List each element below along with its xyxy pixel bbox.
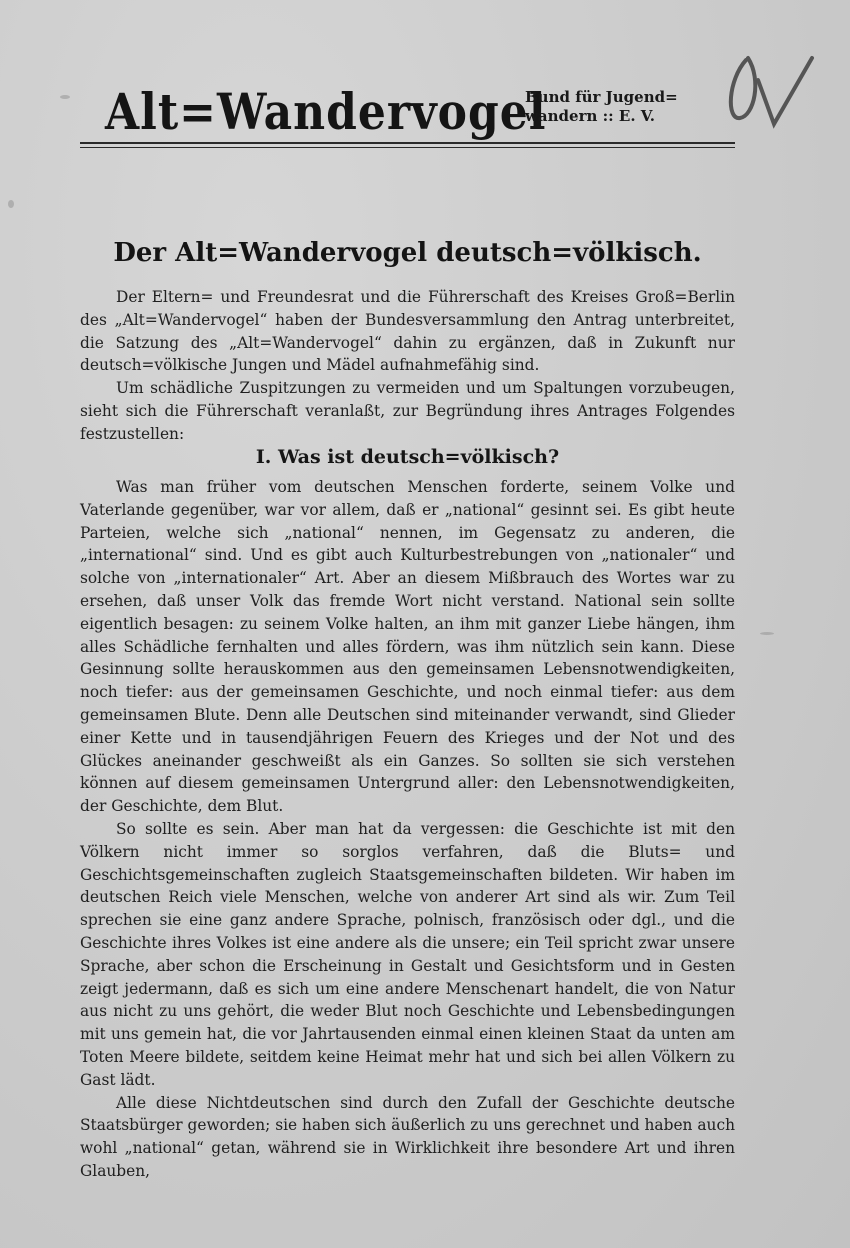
body-paragraph: So sollte es sein. Aber man hat da vergessen: die Geschichte ist mit den Völkern nicht immer so sorglos verfahren, daß die Bluts= und Geschichtsgemeinschaften zugleich Staatsgemeinschaften bildeten. Wir haben im deutschen Reich viele Menschen, welche von anderer Art sind als wir. Zum Teil sprechen sie eine ganz andere Sprache, polnisch, französisch oder dgl., und die Geschichte ihres Volkes ist eine andere als die unsere; ein Teil spricht zwar unsere Sprache, aber schon die Erscheinung in Gestalt und Gesichtsform und in Gesten zeigt jedermann, daß es sich um eine andere Menschenart handelt, die von Natur aus nicht zu uns gehört, die weder Blut noch Geschichte und Lebensbedingungen mit uns gemein hat, die vor Jahrtausenden einmal einen kleinen Staat da unten am Toten Meere bildete, seitdem keine Heimat mehr hat und sich bei allen Völkern zu Gast lädt. bbox=[80, 819, 735, 1089]
body-paragraph: Alle diese Nichtdeutschen sind durch den Zufall der Geschichte deutsche Staatsbürger geworden; sie haben sich äußerlich zu uns gerechnet und haben auch wohl „national“ getan, während sie in Wirklichkeit ihre besondere Art und ihren Glauben, bbox=[80, 1093, 735, 1180]
intro-paragraph: Der Eltern= und Freundesrat und die Führerschaft des Kreises Groß=Berlin des „Alt=Wandervogel“ haben der Bundesversammlung den Antrag unterbreitet, die Satzung des „Alt=Wandervogel“ dahin zu ergänzen, daß in Zukunft nur deutsch=völkische Jungen und Mädel aufnahmefähig sind. bbox=[80, 288, 735, 375]
handwritten-ov-mark bbox=[718, 40, 828, 150]
masthead bbox=[105, 82, 745, 142]
paper-speck bbox=[8, 200, 14, 208]
body-paragraph: Was man früher vom deutschen Menschen forderte, seinem Volke und Vaterlande gegenüber, war vor allem, daß er „national“ gesinnt sei. Es gibt heute Parteien, welche sich „national“ nennen, im Gegensatz zu anderen, die „international“ sind. Und es gibt auch Kulturbestrebungen von „nationaler“ und solche von „internationaler“ Art. Aber an diesem Mißbrauch des Wortes war zu ersehen, daß unser Volk das fremde Wort nicht verstand. National sein sollte eigentlich besagen: zu seinem Volke halten, an ihm mit ganzer Liebe hängen, ihm alles Schädliche fernhalten und alles fördern, was ihm nützlich sein kann. Diese Gesinnung sollte herauskommen aus den gemeinsamen Lebensnotwendigkeiten, noch tiefer: aus der gemeinsamen Geschichte, und noch einmal tiefer: aus dem gemeinsamen Blute. Denn alle Deutschen sind miteinander verwandt, sind Glieder einer Kette und in tausendjährigen Feuern des Krieges und der Not und des Glückes aneinander geschweißt als ein Ganzes. So sollten sie sich verstehen können auf diesem gemeinsamen Untergrund aller: den Lebensnotwendigkeiten, der Geschichte, dem Blut. bbox=[80, 478, 735, 816]
paper-speck bbox=[760, 632, 774, 635]
masthead-title: Alt=Wandervogel bbox=[105, 84, 547, 142]
paper-speck bbox=[60, 95, 70, 99]
masthead-rule bbox=[80, 142, 735, 144]
masthead-subtitle-line2: wandern :: E. V. bbox=[525, 107, 656, 125]
handwritten-annotation bbox=[718, 40, 828, 150]
intro-text bbox=[80, 286, 735, 446]
document-title: Der Alt=Wandervogel deutsch=völkisch. bbox=[113, 238, 702, 268]
intro-paragraph: Um schädliche Zuspitzungen zu vermeiden und um Spaltungen vorzubeugen, sieht sich die Führerschaft veranlaßt, zur Begründung ihres Antrages Folgendes festzustellen: bbox=[80, 379, 735, 443]
masthead-subtitle-line1: Bund für Jugend= bbox=[525, 88, 678, 106]
masthead-rule-thin bbox=[80, 147, 735, 148]
masthead-subtitle bbox=[525, 88, 678, 126]
section-text bbox=[80, 476, 735, 1183]
section-heading: I. Was ist deutsch=völkisch? bbox=[255, 446, 560, 468]
